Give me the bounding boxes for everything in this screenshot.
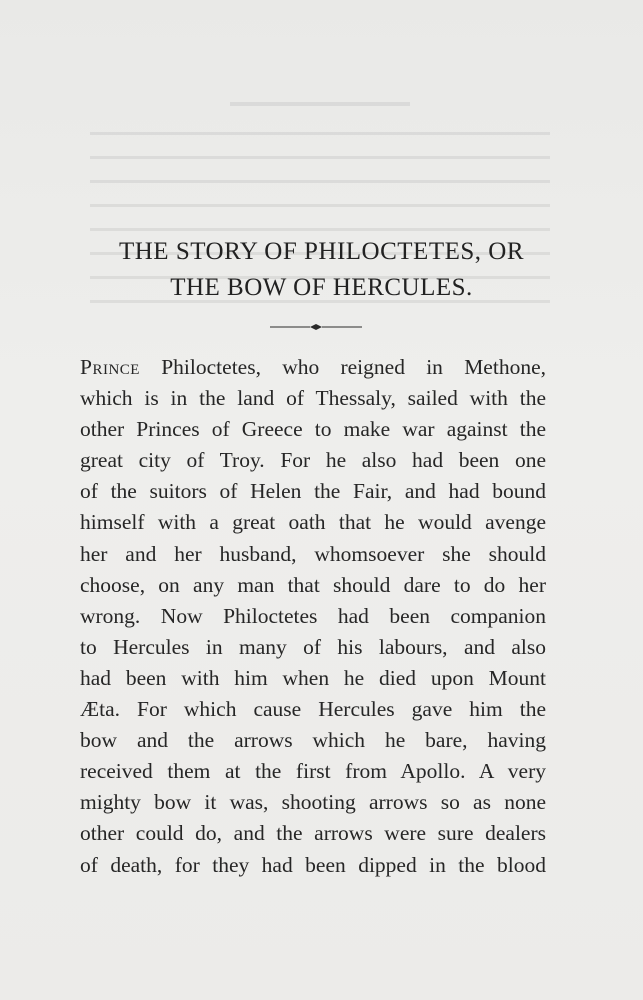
body-line-5: of the suitors of Helen the Fair, and had bound — [80, 479, 546, 504]
body-line-1 — [80, 352, 546, 383]
body-line-13: bow and the arrows which he bare, having — [80, 728, 546, 753]
body-line-6: himself with a great oath that he would avenge — [80, 510, 546, 535]
chapter-title-line-2: THE BOW OF HERCULES. — [170, 274, 473, 301]
body-line-10: to Hercules in many of his labours, and also — [80, 634, 546, 659]
body-line-8: choose, on any man that should dare to do her — [80, 572, 546, 597]
body-line-15: mighty bow it was, shooting arrows so as none — [80, 790, 546, 815]
body-lead-word: Prince — [80, 355, 140, 379]
body-line-2: which is in the land of Thessaly, sailed with the — [80, 386, 546, 411]
body-line-16: other could do, and the arrows were sure dealers — [80, 821, 546, 846]
body-line-11: had been with him when he died upon Mount — [80, 665, 546, 690]
body-line-12: Æta. For which cause Hercules gave him the — [80, 697, 546, 722]
ornament-rule — [270, 320, 362, 334]
body-line-3: other Princes of Greece to make war against the — [80, 417, 546, 442]
body-line-4: great city of Troy. For he also had been one — [80, 448, 546, 473]
chapter-title-line-1: THE STORY OF PHILOCTETES, OR — [118, 238, 524, 265]
body-line-9: wrong. Now Philoctetes had been companion — [80, 603, 546, 628]
body-line-7: her and her husband, whomsoever she should — [80, 541, 546, 566]
body-line-1-rest: Philoctetes, who reigned in Methone, — [139, 355, 546, 379]
body-line-14: received them at the first from Apollo. A very — [80, 759, 546, 784]
body-line-17: of death, for they had been dipped in the blood — [80, 852, 546, 877]
body-text — [80, 352, 546, 881]
